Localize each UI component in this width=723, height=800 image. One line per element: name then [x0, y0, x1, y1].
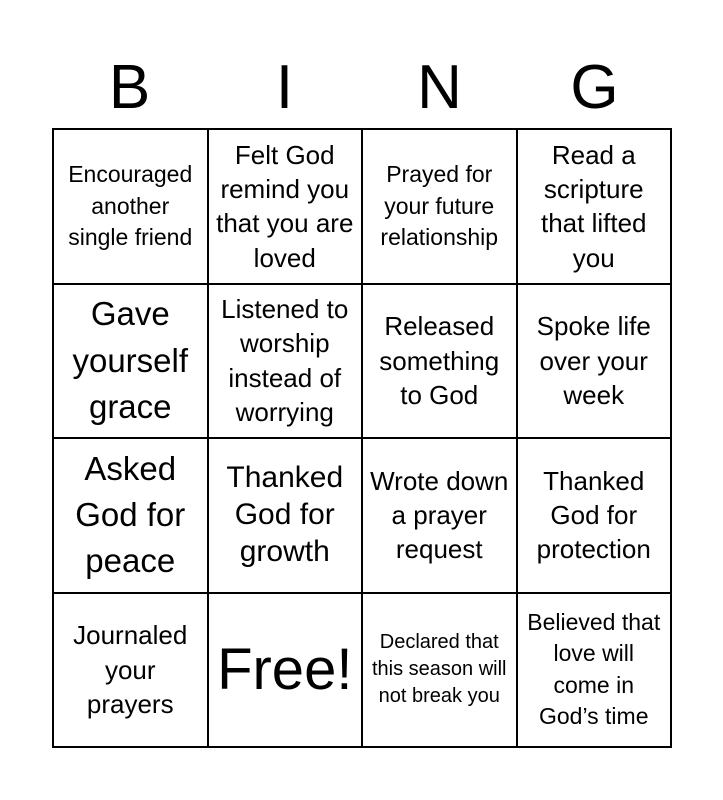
cell-text: Prayed for your future relationship: [380, 161, 499, 250]
cell-text: Asked God for peace: [75, 449, 186, 580]
bingo-cell[interactable]: [209, 439, 364, 594]
bingo-cell[interactable]: [54, 285, 209, 440]
bingo-cell[interactable]: [363, 439, 518, 594]
bingo-cell[interactable]: [54, 439, 209, 594]
header-letter-n: N: [417, 53, 462, 122]
bingo-cell[interactable]: [518, 594, 673, 749]
bingo-cell[interactable]: [363, 594, 518, 749]
header-letter-b: B: [108, 53, 151, 122]
bingo-cell[interactable]: [209, 285, 364, 440]
cell-text: Wrote down a prayer request: [370, 465, 509, 565]
cell-text: Declared that this season will not break you: [371, 631, 507, 708]
bingo-cell[interactable]: [518, 130, 673, 285]
header-letter-g: G: [570, 53, 619, 122]
cell-text: Thanked God for growth: [226, 461, 344, 568]
cell-text: Journaled your prayers: [73, 620, 188, 719]
bingo-cell[interactable]: [363, 285, 518, 440]
bingo-cell[interactable]: [54, 130, 209, 285]
cell-text: Felt God remind you that you are loved: [216, 139, 354, 273]
cell-text: Thanked God for protection: [536, 465, 651, 565]
header-letter-i: I: [275, 53, 294, 122]
bingo-cell[interactable]: [363, 130, 518, 285]
bingo-cell[interactable]: [518, 439, 673, 594]
cell-text: Listened to worship instead of worrying: [221, 294, 349, 428]
cell-text: Spoke life over your week: [536, 311, 651, 410]
cell-text: Released something to God: [379, 311, 500, 410]
free-cell[interactable]: [209, 594, 364, 749]
cell-text: Gave yourself grace: [72, 295, 189, 425]
cell-text: Free!: [217, 636, 353, 702]
bingo-cell[interactable]: [518, 285, 673, 440]
cell-text: Encouraged another single friend: [68, 161, 193, 250]
bingo-cell[interactable]: [54, 594, 209, 749]
cell-text: Read a scripture that lifted you: [540, 139, 647, 273]
cell-text: Believed that love will come in God’s time: [527, 609, 661, 730]
bingo-cell[interactable]: [209, 130, 364, 285]
bingo-board: [52, 128, 672, 748]
bingo-header: [52, 48, 672, 128]
